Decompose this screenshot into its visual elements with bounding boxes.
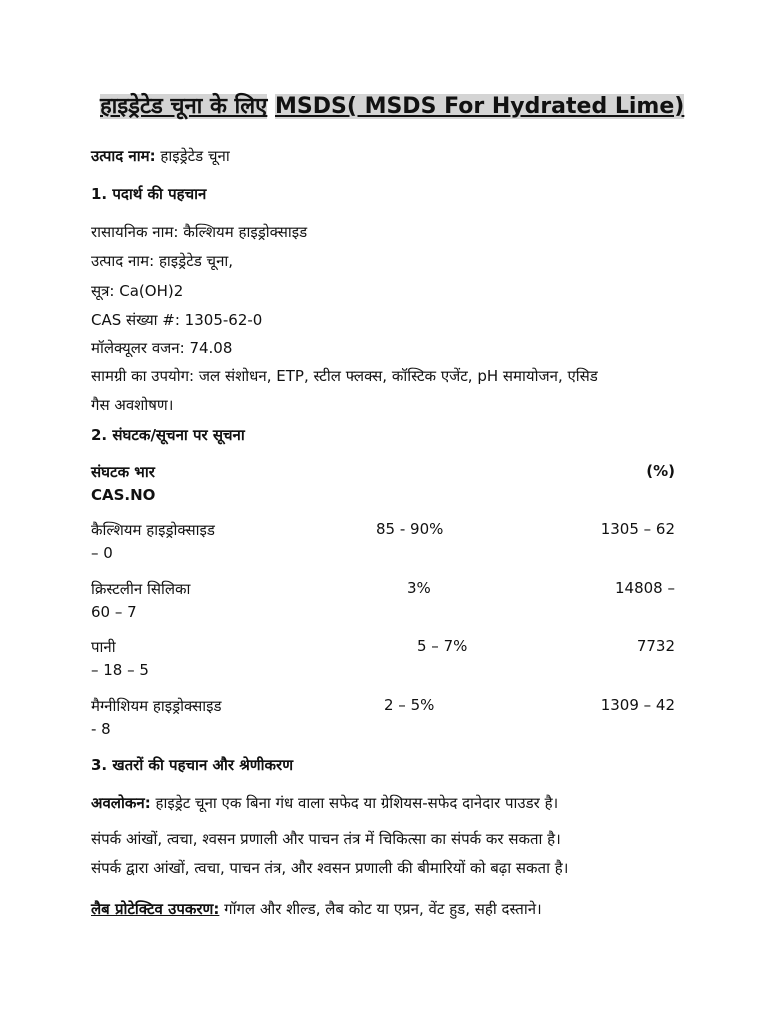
table-row	[91, 579, 675, 625]
component-cas: 14808 –	[615, 579, 675, 597]
component-name: मैग्नीशियम हाइड्रोक्साइड	[91, 697, 222, 715]
component-percent: 2 – 5%	[384, 696, 435, 714]
product-name-value: हाइड्रेटेड चूना	[160, 147, 230, 165]
component-cas-continued: - 8	[91, 720, 111, 738]
contact-line-1: संपर्क आंखों, त्वचा, श्वसन प्रणाली और पाचन तंत्र में चिकित्सा का संपर्क कर सकता है।	[91, 830, 561, 848]
section3-heading: 3. खतरों की पहचान और श्रेणीकरण	[91, 756, 294, 774]
column-header-component: संघटक भार	[91, 463, 155, 481]
ppe-text: गॉगल और शील्ड, लैब कोट या एप्रन, वेंट हुड, सही दस्ताने।	[224, 900, 542, 918]
component-name: क्रिस्टलीन सिलिका	[91, 580, 191, 598]
component-name: पानी	[91, 638, 116, 656]
title-english: MSDS( MSDS For Hydrated Lime)	[275, 94, 685, 119]
chemical-name-line: रासायनिक नाम: कैल्शियम हाइड्रोक्साइड	[91, 223, 308, 241]
column-header-percent: (%)	[646, 462, 675, 480]
contact-line-2: संपर्क द्वारा आंखों, त्वचा, पाचन तंत्र, और श्वसन प्रणाली की बीमारियों को बढ़ा सकता है।	[91, 859, 569, 877]
molecular-weight-line: मॉलेक्यूलर वजन: 74.08	[91, 339, 233, 357]
material-use-line-2: गैस अवशोषण।	[91, 396, 174, 414]
material-use-line: सामग्री का उपयोग: जल संशोधन, ETP, स्टील फ्लक्स, कॉस्टिक एजेंट, pH समायोजन, एसिड	[91, 367, 598, 385]
component-cas: 7732	[636, 637, 675, 655]
component-name: कैल्शियम हाइड्रोक्साइड	[91, 521, 215, 539]
table-header	[91, 462, 675, 482]
title-hindi: हाइड्रेटेड चूना के लिए	[100, 94, 268, 119]
ppe-label: लैब प्रोटेक्टिव उपकरण:	[91, 900, 220, 918]
table-row	[91, 696, 675, 742]
section1-heading: 1. पदार्थ की पहचान	[91, 185, 207, 203]
column-header-cas: CAS.NO	[91, 486, 156, 504]
component-cas: 1309 – 42	[600, 696, 675, 714]
component-cas: 1305 – 62	[600, 520, 675, 538]
table-row	[91, 637, 675, 683]
component-cas-continued: – 18 – 5	[91, 661, 149, 679]
product-name-line	[91, 146, 230, 166]
overview-text: हाइड्रेट चूना एक बिना गंध वाला सफेद या ग्रेशियस-सफेद दानेदार पाउडर है।	[155, 794, 559, 812]
component-percent: 85 - 90%	[376, 520, 444, 538]
table-row	[91, 520, 675, 566]
ppe-line	[91, 899, 542, 919]
component-cas-continued: – 0	[91, 544, 113, 562]
component-cas-continued: 60 – 7	[91, 603, 137, 621]
component-percent: 3%	[407, 579, 431, 597]
page-title	[100, 90, 684, 120]
cas-number-line: CAS संख्या #: 1305-62-0	[91, 311, 263, 329]
overview-line	[91, 793, 558, 813]
formula-line: सूत्र: Ca(OH)2	[91, 282, 184, 300]
product-name-label: उत्पाद नाम:	[91, 147, 156, 165]
overview-label: अवलोकन:	[91, 794, 151, 812]
section2-heading: 2. संघटक/सूचना पर सूचना	[91, 426, 245, 444]
component-percent: 5 – 7%	[417, 637, 468, 655]
product-name-line-2: उत्पाद नाम: हाइड्रेटेड चूना,	[91, 252, 234, 270]
